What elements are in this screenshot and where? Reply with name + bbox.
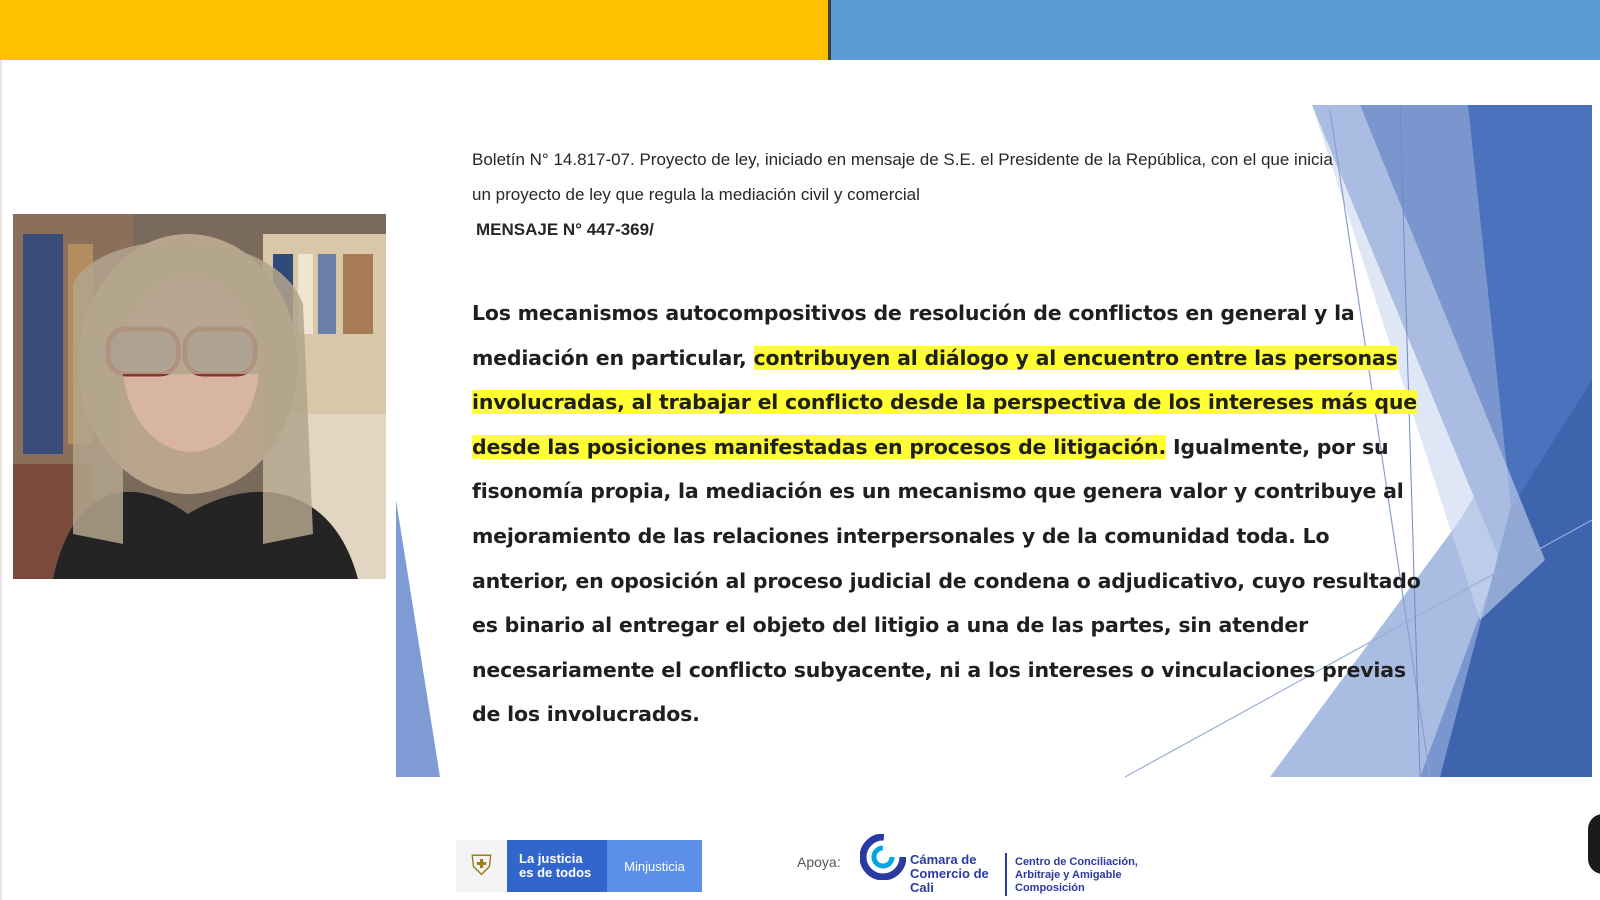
camara-line-3: Cali [910, 880, 934, 895]
participant-video-icon [13, 214, 386, 579]
logo-separator [1005, 853, 1007, 896]
centro-line-3: Composición [1015, 882, 1085, 894]
body-text-highlighted: contribuyen al diálogo y al encuentro entre las personas involucradas, al trabajar el conflicto desde la perspectiva de los intereses más que desde las posiciones manifestadas en procesos de litigación. [472, 345, 1417, 459]
side-control-button[interactable] [1588, 814, 1600, 874]
colombia-shield-icon: ⛨ [456, 840, 507, 892]
camara-line-1: Cámara de [910, 852, 977, 867]
justicia-line-2: es de todos [519, 865, 592, 880]
body-text-rest: Igualmente, por su fisonomía propia, la mediación es un mecanismo que genera valor y contribuye al mejoramiento de las relaciones interpersonales y de la comunidad toda. Lo anterior, en oposición al proceso judicial de condena o adjudicativo, cuyo resultado es binario al entregar el objeto del litigio a una de las partes, sin atender necesariamente el conflicto subyacente, ni a los intereses o vinculaciones previas de los involucrados. [472, 434, 1421, 727]
participant-video [13, 214, 386, 579]
boletin-reference [472, 142, 1432, 212]
justicia-line-1: La justicia [519, 851, 583, 866]
deco-left-wedge [396, 500, 440, 777]
slide-header [472, 142, 1432, 248]
mensaje-number: MENSAJE N° 447-369/ [476, 220, 654, 239]
camara-line-2: Comercio de [910, 866, 989, 881]
centro-line-1: Centro de Conciliación, [1015, 856, 1138, 868]
slide-body-paragraph [472, 291, 1432, 737]
justicia-badge [507, 840, 607, 892]
minjusticia-logo [456, 840, 702, 892]
boletin-line-2: un proyecto de ley que regula la mediación civil y comercial [472, 185, 920, 204]
camara-comercio-logo-icon [860, 834, 906, 880]
minjusticia-label: Minjusticia [607, 840, 702, 892]
centro-line-2: Arbitraje y Amigable [1015, 869, 1122, 881]
apoya-label: Apoya: [797, 854, 841, 870]
centro-conciliacion-name [1015, 856, 1138, 895]
body-text-intro: Los mecanismos autocompositivos de resolución de conflictos en general y la mediación en particular, [472, 301, 1355, 370]
camara-comercio-name [910, 853, 989, 895]
boletin-line-1: Boletín N° 14.817-07. Proyecto de ley, iniciado en mensaje de S.E. el Presidente de la República, con el que inicia [472, 150, 1333, 169]
